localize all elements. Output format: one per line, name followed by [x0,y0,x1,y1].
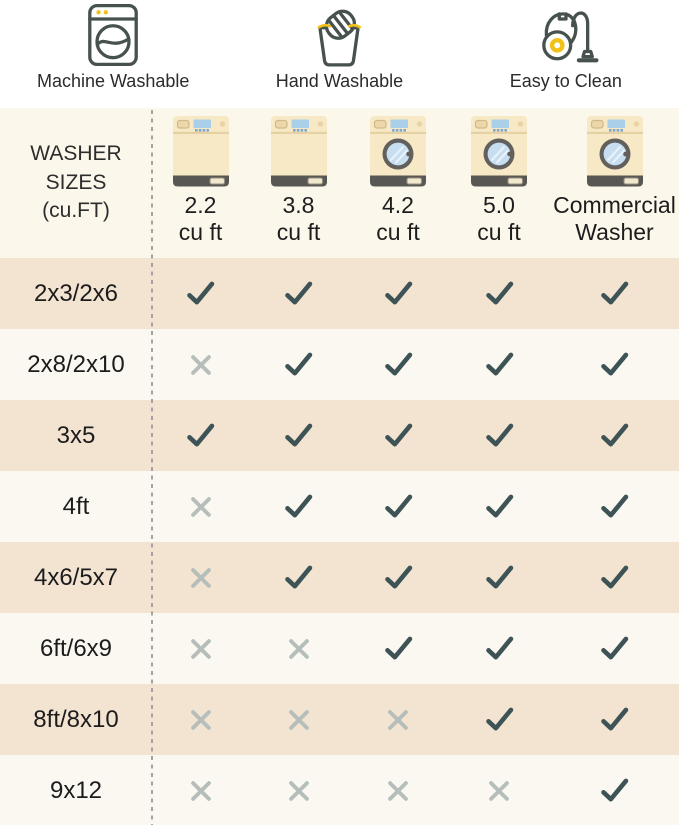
check-icon [381,277,416,310]
feature-label: Easy to Clean [509,71,622,91]
check-icon [183,277,218,310]
feature-label: Hand Washable [275,71,404,91]
check-icon [281,348,316,381]
table-row [0,684,679,755]
compat-cell-yes [448,348,550,381]
check-icon [183,419,218,452]
compat-cell-no [448,776,550,806]
row-label: 9x12 [49,776,103,804]
x-icon [383,776,413,806]
washing-machine-icon [78,2,148,68]
compat-cell-yes [348,490,448,523]
check-icon [482,348,517,381]
compat-cell-yes [348,632,448,665]
x-icon [186,776,216,806]
x-icon [284,776,314,806]
check-icon [381,348,416,381]
column-size-label: 5.0 [483,192,515,218]
check-icon [482,490,517,523]
check-icon [597,561,632,594]
compat-cell-yes [249,348,348,381]
compat-cell-no [249,776,348,806]
compat-cell-yes [448,632,550,665]
row-label: 2x3/2x6 [33,279,119,307]
compat-cell-no [348,776,448,806]
feature-label: Machine Washable [36,71,190,91]
check-icon [281,561,316,594]
row-label: 2x8/2x10 [27,350,125,378]
check-icon [281,277,316,310]
check-icon [482,277,517,310]
column-size-label: Commercial [553,192,676,218]
check-icon [281,490,316,523]
x-icon [186,634,216,664]
table-row [0,755,679,825]
column-header [249,108,348,258]
x-icon [284,705,314,735]
check-icon [597,348,632,381]
row-label: 6ft/6x9 [39,634,113,662]
check-icon [381,632,416,665]
column-divider-dashed-line [151,110,153,825]
check-icon [597,774,632,807]
x-icon [186,705,216,735]
compat-cell-yes [348,561,448,594]
compat-cell-yes [249,419,348,452]
washer-size-table [0,108,679,825]
compat-cell-yes [448,561,550,594]
x-icon [186,563,216,593]
column-unit-label: Washer [575,218,654,245]
row-label: 4x6/5x7 [33,563,119,591]
x-icon [284,634,314,664]
top-load-washer-icon [270,115,328,187]
compat-cell-no [249,705,348,735]
feature-hand-washable [276,2,403,108]
table-row [0,613,679,684]
compat-cell-no [152,563,249,593]
check-icon [482,632,517,665]
compat-cell-no [152,492,249,522]
compat-cell-yes [249,490,348,523]
top-load-washer-icon [172,115,230,187]
compat-cell-yes [448,277,550,310]
corner-line: (cu.FT) [42,199,110,223]
front-load-washer-icon [470,115,528,187]
column-header [348,108,448,258]
front-load-washer-icon [369,115,427,187]
column-unit-label: cu ft [477,218,521,245]
compat-cell-yes [550,490,679,523]
row-label: 8ft/8x10 [33,705,119,733]
column-header [550,108,679,258]
row-label: 3x5 [56,421,96,449]
front-load-washer-icon [586,115,644,187]
x-icon [484,776,514,806]
check-icon [381,419,416,452]
x-icon [383,705,413,735]
column-unit-label: cu ft [178,218,223,245]
compat-cell-yes [348,277,448,310]
corner-line: SIZES [45,170,107,194]
compat-cell-yes [550,277,679,310]
compat-cell-yes [550,348,679,381]
check-icon [597,703,632,736]
row-label: 4ft [62,492,90,520]
feature-strip [0,0,679,108]
check-icon [482,703,517,736]
compat-cell-yes [348,348,448,381]
table-row [0,329,679,400]
compat-cell-yes [550,774,679,807]
column-unit-label: cu ft [376,218,420,245]
column-size-label: 4.2 [382,192,414,218]
compat-cell-yes [448,703,550,736]
column-header [152,108,249,258]
table-row [0,471,679,542]
compat-cell-yes [249,561,348,594]
check-icon [597,490,632,523]
check-icon [597,277,632,310]
column-size-label: 2.2 [184,192,217,218]
column-unit-label: cu ft [276,218,321,245]
x-icon [186,492,216,522]
check-icon [281,419,316,452]
compat-cell-yes [550,561,679,594]
compat-cell-yes [448,490,550,523]
compat-cell-no [348,705,448,735]
check-icon [381,490,416,523]
compat-cell-yes [152,277,249,310]
hand-wash-icon [304,2,374,68]
compat-cell-no [152,350,249,380]
compat-cell-no [152,776,249,806]
table-row [0,258,679,329]
compat-cell-no [249,634,348,664]
column-size-label: 3.8 [282,192,315,218]
feature-machine-washable [37,2,189,108]
table-header [0,108,679,258]
compat-cell-yes [550,419,679,452]
check-icon [482,419,517,452]
check-icon [597,419,632,452]
compat-cell-yes [249,277,348,310]
corner-title [0,140,152,227]
table-row [0,542,679,613]
table-row [0,400,679,471]
feature-easy-to-clean [510,2,622,108]
compat-cell-yes [550,703,679,736]
compat-cell-yes [348,419,448,452]
check-icon [482,561,517,594]
check-icon [381,561,416,594]
x-icon [186,350,216,380]
vacuum-cleaner-icon [531,2,601,68]
compat-cell-yes [448,419,550,452]
compat-cell-yes [550,632,679,665]
column-header [448,108,550,258]
compat-cell-no [152,634,249,664]
compat-cell-yes [152,419,249,452]
corner-line: WASHER [30,141,122,165]
compat-cell-no [152,705,249,735]
check-icon [597,632,632,665]
